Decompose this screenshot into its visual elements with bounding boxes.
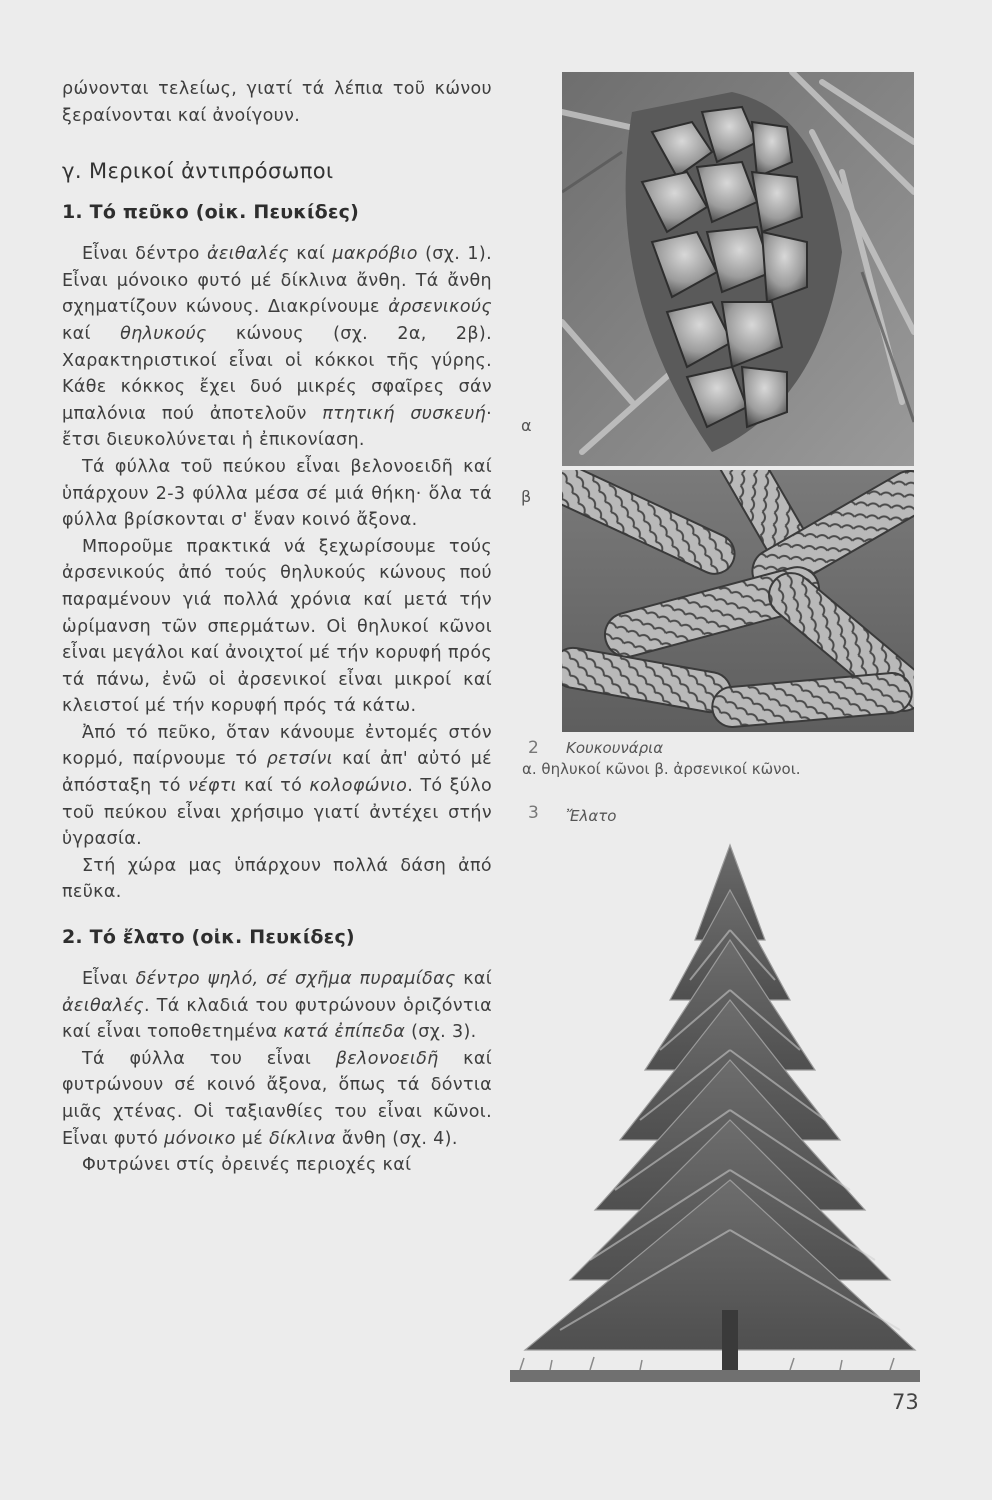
fir-paragraph-2: Τά φύλλα του εἶναι βελονοειδῆ καί φυτρώνουν σέ κοινό ἄξονα, ὅπως τά δόντια μιᾶς χτένας. Οἱ ταξιανθίες του εἶναι κῶνοι. Εἶναι φυτό μόνοικο μέ δίκλινα ἄνθη (σχ. 4). <box>62 1048 493 1149</box>
intro-paragraph: ρώνονται τελείως, γιατί τά λέπια τοῦ κώνου ξεραίνονται καί ἀνοίγουν. <box>62 79 492 126</box>
pine-heading-title: 1. Τό πεῦκο <box>62 201 189 224</box>
figure-2-description: α. θηλυκοί κῶνοι β. ἀρσενικοί κῶνοι. <box>522 760 801 778</box>
figure-label-a: α <box>521 416 532 435</box>
fir-paragraph-3: Φυτρώνει στίς ὀρεινές περιοχές καί <box>82 1155 412 1176</box>
figure-3-number: 3 <box>528 803 539 823</box>
pine-paragraph-3: Μποροῦμε πρακτικά νά ξεχωρίσουμε τούς ἀρσενικούς ἀπό τούς θηλυκούς κώνους πού παραμένουν γιά πολλά χρόνια καί μετά τήν ὡρίμανση τῶν σπερμάτων. Οἱ θηλυκοί κῶνοι εἶναι μεγάλοι καί ἀνοιχτοί μέ τήν κορυφή πρός τά πάνω, ἐνῶ οἱ ἀρσενικοί εἶναι μικροί καί κλειστοί μέ τήν κορυφή πρός τά κάτω. <box>62 536 492 717</box>
female-cone-image <box>562 72 914 466</box>
fir-paragraph-1: Εἶναι δέντρο ψηλό, σέ σχῆμα πυραμίδας καί ἀειθαλές. Τά κλαδιά του φυτρώνουν ὁριζόντια καί εἶναι τοποθετημένα κατά ἐπίπεδα (σχ. 3). <box>62 969 493 1043</box>
male-cones-photo <box>562 470 914 732</box>
male-cones-image <box>562 470 914 732</box>
figure-3-title: Ἔλατο <box>566 807 617 825</box>
pine-heading <box>62 199 492 225</box>
pine-paragraph-2: Τά φύλλα τοῦ πεύκου εἶναι βελονοειδῆ καί ὑπάρχουν 2-3 φύλλα μέσα σέ μιά θήκη· ὅλα τά φύλλα βρίσκονται σ' ἕναν κοινό ἄξονα. <box>62 456 492 531</box>
pine-paragraph-1: Εἶναι δέντρο ἀειθαλές καί μακρόβιο (σχ. 1). Εἶναι μόνοικο φυτό μέ δίκλινα ἄνθη. Τά ἄνθη σχηματίζουν κώνους. Διακρίνουμε ἀρσενικούς καί θηλυκούς κώνους (σχ. 2α, 2β). Χαρακτηριστικοί εἶναι οἱ κόκκοι τῆς γύρης. Κάθε κόκκος ἔχει δυό μικρές σφαῖρες σάν μπαλόνια πού ἀποτελοῦν πτητική συσκευή· ἔτσι διευκολύνεται ἡ ἐπικονίαση. <box>62 244 492 451</box>
section-heading: γ. Μερικοί ἀντιπρόσωποι <box>62 159 334 184</box>
figure-2-title: Κουκουνάρια <box>566 739 664 757</box>
female-cone-photo <box>562 72 914 466</box>
fir-heading-family: (οἰκ. Πευκίδες) <box>191 926 355 949</box>
page-number: 73 <box>892 1390 919 1414</box>
figure-2-number: 2 <box>528 738 539 758</box>
fir-tree-illustration <box>490 830 930 1430</box>
fir-heading <box>62 924 492 950</box>
pine-heading-family: (οἰκ. Πευκίδες) <box>195 201 359 224</box>
text-column <box>62 76 492 1179</box>
figure-label-b: β <box>521 487 532 506</box>
fir-heading-title: 2. Τό ἔλατο <box>62 926 185 949</box>
pine-paragraph-4: Ἀπό τό πεῦκο, ὅταν κάνουμε ἐντομές στόν κορμό, παίρνουμε τό ρετσίνι καί ἀπ' αὐτό μέ ἀπόσταξη τό νέφτι καί τό κολοφώνιο. Τό ξύλο τοῦ πεύκου εἶναι χρήσιμο γιατί ἀντέχει στήν ὑγρασία. <box>62 722 492 850</box>
pine-paragraph-5: Στή χώρα μας ὑπάρχουν πολλά δάση ἀπό πεῦκα. <box>62 855 492 903</box>
